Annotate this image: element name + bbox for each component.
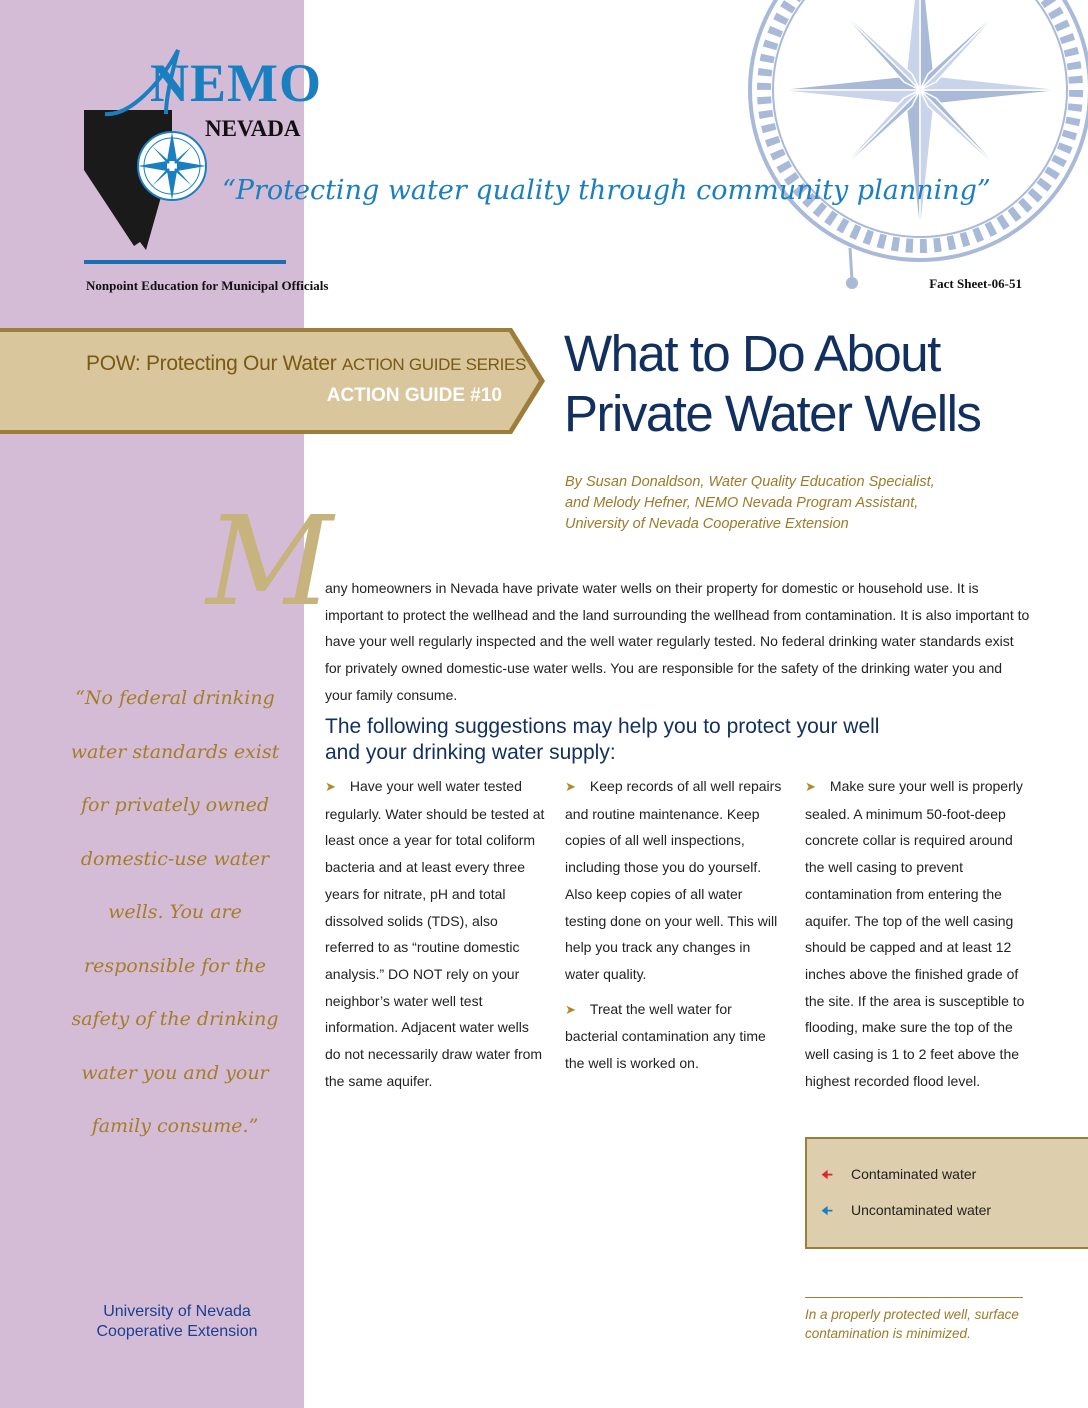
legend-contaminated: 🠈 Contaminated water: [821, 1166, 976, 1188]
banner-guide-number: ACTION GUIDE #10: [326, 385, 502, 406]
arrow-right-icon: ➤: [565, 779, 576, 794]
byline-line-3: University of Nevada Cooperative Extension: [565, 516, 849, 532]
figure-caption: In a properly protected well, surface contamination is minimized.: [805, 1307, 1019, 1341]
page-title: [564, 324, 980, 444]
title-line-1: What to Do About: [564, 325, 940, 382]
legend-uncontaminated: 🠈 Uncontaminated water: [821, 1202, 991, 1224]
section-subheading: The following suggestions may help you to protect your well and your drinking water supply:: [325, 715, 880, 764]
pull-quote: “No federal drinking water standards exist for privately owned domestic-use water wells. You are responsible for the safety of the drinking water you and your family consume.”: [70, 687, 280, 1137]
column-3: [805, 773, 1027, 1102]
compass-rose-icon: [720, 0, 1088, 290]
arrow-left-blue-icon: 🠈: [821, 1203, 834, 1218]
nemo-full-name: Nonpoint Education for Municipal Officials: [86, 278, 329, 293]
banner-series-main: POW: Protecting Our Water: [86, 352, 337, 375]
list-item: ➤ Make sure your well is properly sealed. A minimum 50-foot-deep concrete collar is required around the well casing to prevent contamination from entering the aquifer. The top of the well casing should be capped and at least 12 inches above the finished grade of the site. If the area is susceptible to flooding, make sure the top of the well casing is 1 to 2 feet above the highest recorded flood level.: [805, 778, 1025, 1089]
arrow-right-icon: ➤: [565, 1001, 576, 1017]
logo-rule: [84, 260, 286, 264]
intro-paragraph: any homeowners in Nevada have private water wells on their property for domestic or household use. It is important to protect the wellhead and the land surrounding the wellhead from contamination. It is also important to have your well regularly inspected and the well water regularly tested. No federal drinking water standards exist for privately owned domestic-use water wells. You are responsible for the safety of the drinking water you and your family consume.: [325, 580, 1030, 703]
byline: [565, 472, 935, 535]
logo-nevada: NEVADA: [205, 116, 301, 141]
series-banner: [0, 324, 550, 438]
university-line-1: University of Nevada: [103, 1303, 251, 1320]
list-item: ➤ Treat the well water for bacterial contamination any time the well is worked on.: [565, 1000, 766, 1072]
university-credit: [70, 1302, 284, 1342]
tagline: “Protecting water quality through community planning”: [222, 175, 991, 206]
title-line-2: Private Water Wells: [564, 385, 981, 442]
fact-sheet-number: Fact Sheet-06-51: [929, 276, 1022, 291]
logo-nemo: NEMO: [150, 53, 322, 113]
arrow-right-icon: ➤: [325, 779, 336, 794]
arrow-right-icon: ➤: [805, 779, 816, 794]
byline-line-2: and Melody Hefner, NEMO Nevada Program Assistant,: [565, 495, 919, 511]
list-item: ➤ Keep records of all well repairs and routine maintenance. Keep copies of all well inspections, including those you do yourself. Also keep copies of all water testing done on your well. This will help you track any changes in water quality.: [565, 778, 782, 982]
arrow-left-red-icon: 🠈: [821, 1167, 834, 1182]
byline-line-1: By Susan Donaldson, Water Quality Education Specialist,: [565, 474, 935, 490]
list-item: ➤ Have your well water tested regularly. Water should be tested at least once a year for total coliform bacteria and at least every three years for nitrate, pH and total dissolved solids (TDS), also referred to as “routine domestic analysis.” DO NOT rely on your neighbor’s water well test information. Adjacent water wells do not necessarily draw water from the same aquifer.: [325, 778, 545, 1089]
column-1: [325, 773, 547, 1102]
caption-rule: [805, 1297, 1023, 1298]
university-line-2: Cooperative Extension: [96, 1323, 258, 1340]
banner-series: [86, 352, 526, 376]
column-2: [565, 773, 787, 1085]
banner-series-suffix: ACTION GUIDE SERIES: [341, 355, 527, 374]
drop-cap: M: [206, 490, 333, 634]
diagram-legend: [805, 1137, 1088, 1249]
